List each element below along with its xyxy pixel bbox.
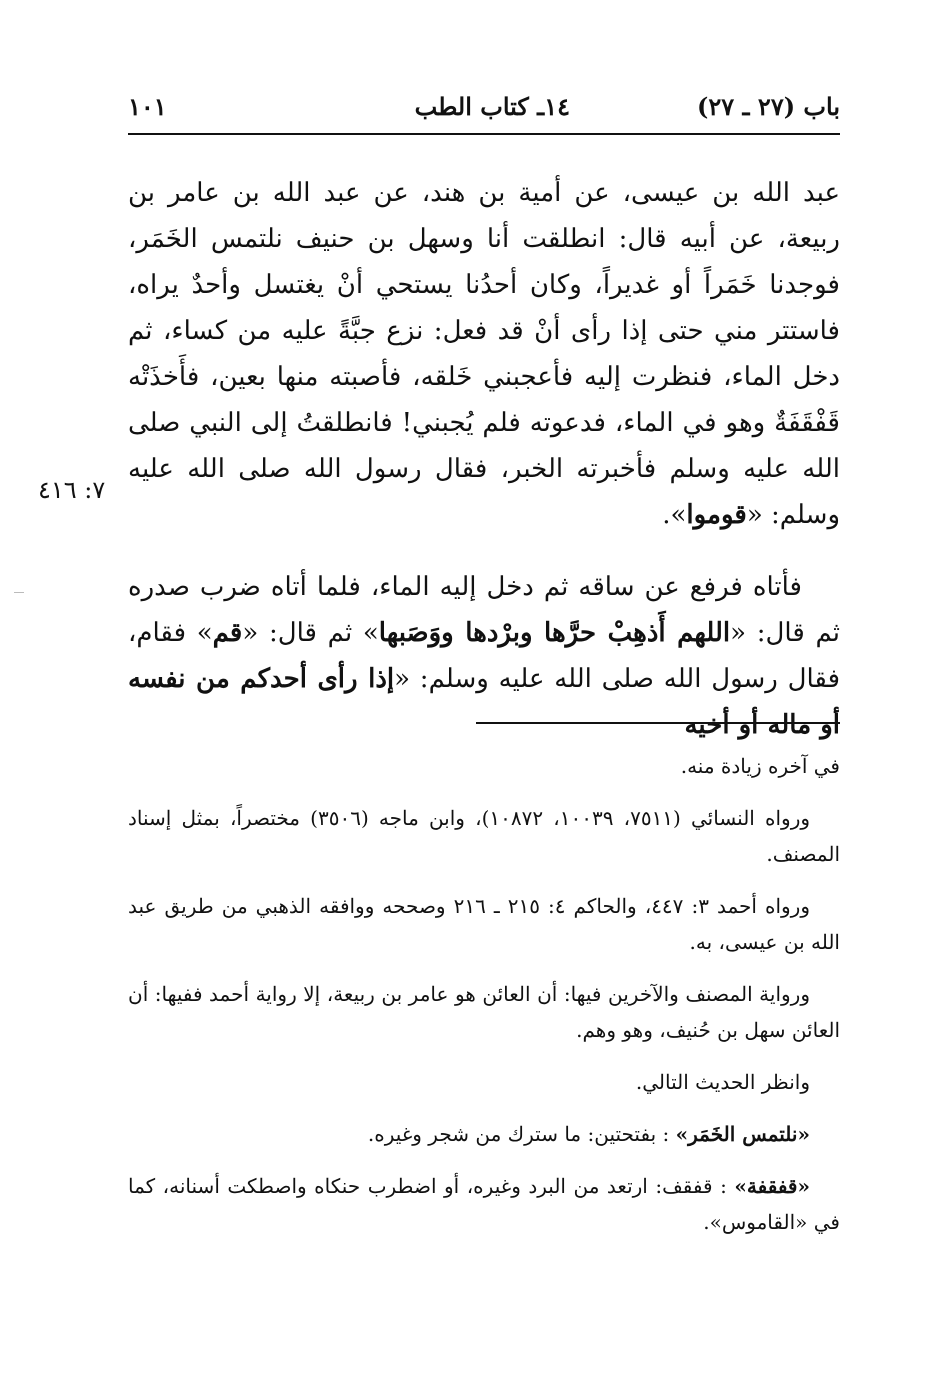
text-run: عبد الله بن عيسى، عن أمية بن هند، عن عبد الله بن عامر بن ربيعة، عن أبيه قال: انطلقت أنا وسهل بن حنيف نلتمس الخَمَر، فوجدنا خَمَراً أو غديراً، وكان أحدُنا يستحي أنْ يغتسل وأحدٌ يراه، فاستتر مني حتى إذا رأى أنْ قد فعل: نزع جبَّةً عليه من كساء، ثم دخل الماء، فنظرت إليه فأعجبني خَلقه، فأصبته منها بعين، فأَخذَتْه قَفْقَفَةٌ وهو في الماء، فدعوته فلم يُجبني! فانطلقتُ إلى النبي صلى الله عليه وسلم فأخبرته الخبر، فقال رسول الله صلى الله عليه وسلم: « [128,178,840,530]
main-paragraph-1 [128,170,840,538]
footnote: في آخره زيادة منه. [680,754,840,778]
footnote-rule [476,722,840,724]
footnote-text: : قفقف: ارتعد من البرد وغيره، أو اضطرب حنكاه واصطكت أسنانه، كما في «القاموس». [128,1174,840,1234]
footnotes [128,748,840,1256]
book-title: ١٤ـ كتاب الطب [414,92,570,121]
footnote: ورواية المصنف والآخرين فيها: أن العائن هو عامر بن ربيعة، إلا رواية أحمد ففيها: أن العائن سهل بن حُنيف، وهو وهم. [128,982,840,1042]
text-run: ». [662,500,687,530]
footnote [128,1116,840,1152]
header-rule [128,133,840,135]
footnote: ورواه النسائي (٧٥١١، ١٠٠٣٩، ١٠٨٧٢)، وابن ماجه (٣٥٠٦) مختصراً، بمثل إسناد المصنف. [128,806,840,866]
text-run: » ثم قال: « [242,618,379,648]
hadith-phrase: اللهم أَذهِبْ حرَّها وبرْدها ووَصَبها [378,618,731,648]
main-paragraph-2 [128,564,840,748]
hadith-phrase: قوموا [686,500,747,530]
text-run: » فقام، فقال رسول الله صلى الله عليه وسلم: « [128,618,840,694]
scan-mark [14,592,24,593]
hadith-phrase: إذا رأى أحدكم من نفسه أو ماله أو أخيه [128,664,840,740]
footnote [128,1168,840,1240]
footnote-term: «نلتمس الخَمَر» [675,1122,810,1146]
footnote: وانظر الحديث التالي. [635,1070,810,1094]
footnote-term: «قفقفة» [734,1174,810,1198]
footnote-text: : بفتحتين: ما سترك من شجر وغيره. [367,1122,676,1146]
page-header [128,86,840,130]
footnote: ورواه أحمد ٣: ٤٤٧، والحاكم ٤: ٢١٥ ـ ٢١٦ وصححه ووافقه الذهبي من طريق عبد الله بن عيسى، به. [128,894,840,954]
chapter-heading: باب (٢٧ ـ ٢٧) [697,92,840,121]
main-text [128,170,840,748]
margin-reference: ٧: ٤١٦ [38,476,106,504]
hadith-phrase: قم [212,618,243,648]
text-run: فأتاه فرفع عن ساقه ثم دخل إليه الماء، فلما أتاه ضرب صدره ثم قال: « [128,572,840,648]
page-number: ١٠١ [128,92,167,121]
